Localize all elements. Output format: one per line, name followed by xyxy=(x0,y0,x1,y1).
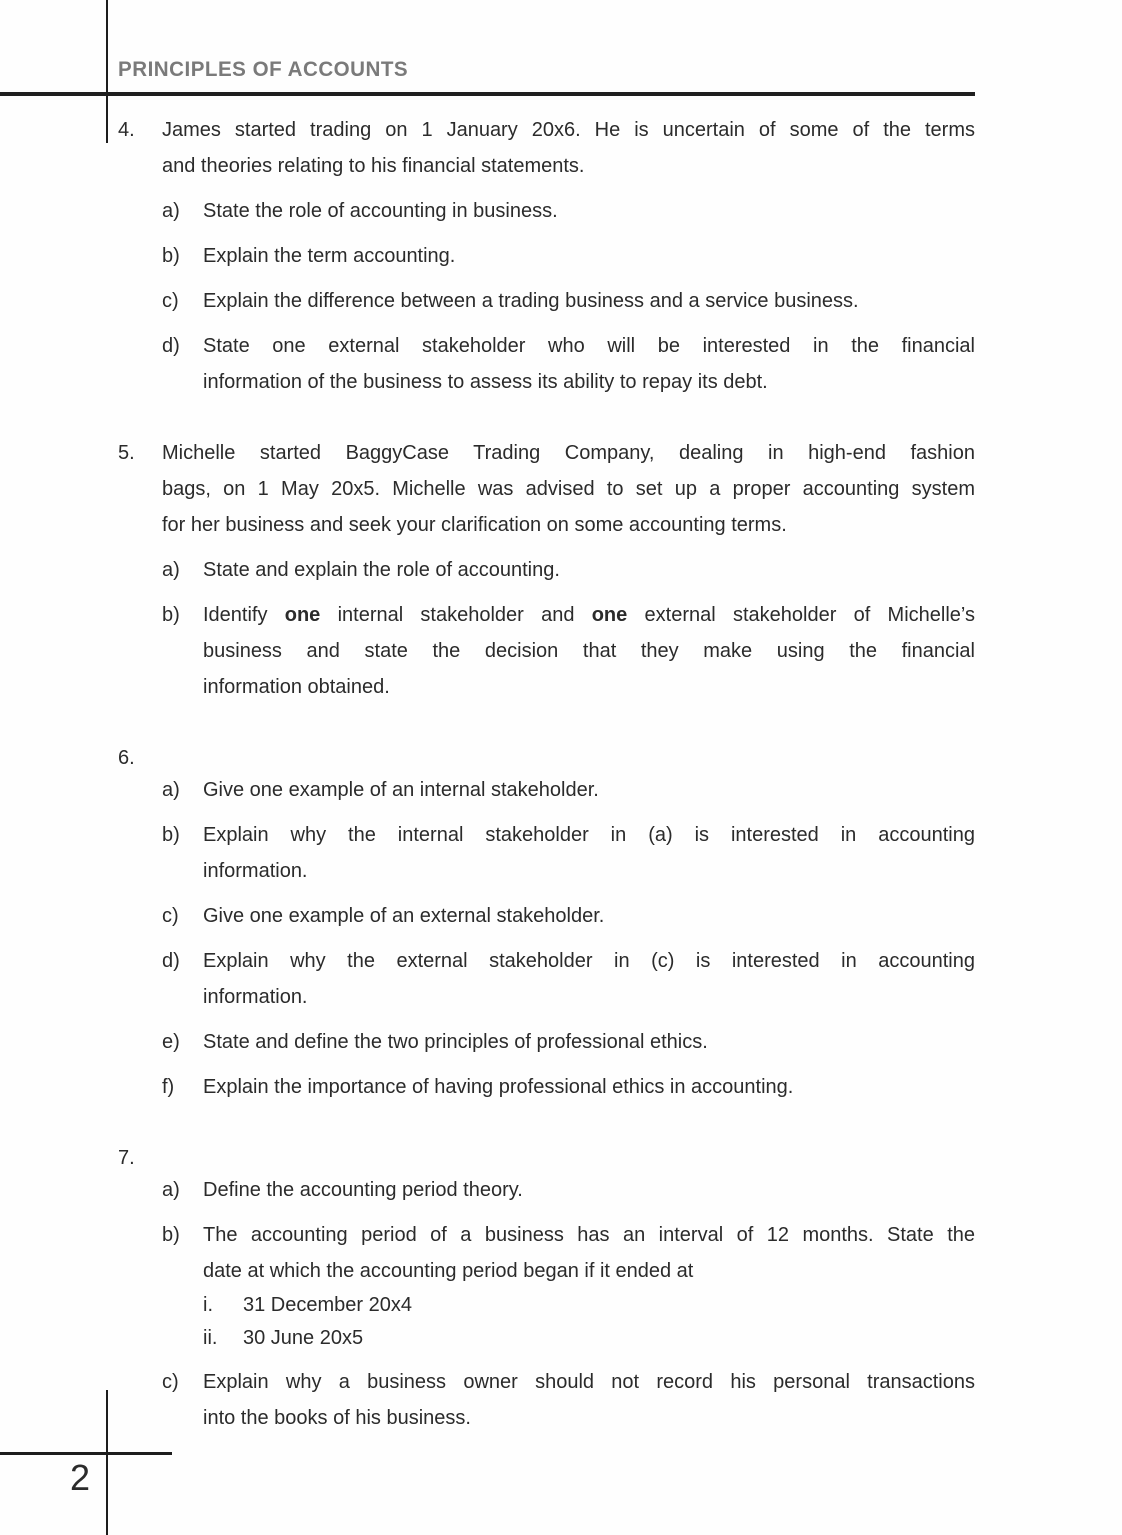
item-label: b) xyxy=(162,245,180,267)
question-item xyxy=(162,817,975,889)
page-number: 2 xyxy=(69,1457,91,1498)
item-text xyxy=(203,1069,975,1105)
item-label: a) xyxy=(162,1179,180,1201)
question-intro xyxy=(162,435,975,543)
item-text xyxy=(203,238,975,274)
item-label: f) xyxy=(162,1076,175,1098)
text-line: into the books of his business. xyxy=(203,1407,471,1429)
question-item xyxy=(162,1024,975,1060)
item-text xyxy=(203,1172,975,1208)
margin-rule-vertical-top xyxy=(106,0,108,143)
question-number: 7. xyxy=(118,1147,135,1169)
text-line: Explain the term accounting. xyxy=(203,245,456,267)
question-intro xyxy=(162,112,975,184)
question-item xyxy=(162,1172,975,1208)
question-number: 5. xyxy=(118,442,135,464)
text-line: Identify one internal stakeholder and one external stakeholder of Michelle’s xyxy=(203,604,975,626)
text-line: State one external stakeholder who will be interested in the financial xyxy=(203,335,975,357)
question-5 xyxy=(118,435,975,705)
text-line: Michelle started BaggyCase Trading Company, dealing in high-end fashion xyxy=(162,442,975,464)
text-line: Give one example of an internal stakeholder. xyxy=(203,779,599,801)
text-line: Explain why the external stakeholder in (c) is interested in accounting xyxy=(203,950,975,972)
page-header-title: PRINCIPLES OF ACCOUNTS xyxy=(118,58,409,81)
text-line: State the role of accounting in business. xyxy=(203,200,558,222)
margin-rule-vertical-bottom xyxy=(106,1390,108,1535)
item-label: c) xyxy=(162,1371,179,1393)
question-body xyxy=(162,435,975,705)
text-line: information of the business to assess its ability to repay its debt. xyxy=(203,371,768,393)
questions-container xyxy=(118,112,975,1436)
roman-item-label: ii. xyxy=(203,1327,218,1349)
text-line: State and define the two principles of professional ethics. xyxy=(203,1031,708,1053)
text-line: information. xyxy=(203,986,308,1008)
text-line: Explain the difference between a trading business and a service business. xyxy=(203,290,859,312)
item-text xyxy=(203,193,975,229)
text-line: State and explain the role of accounting. xyxy=(203,559,560,581)
roman-item-text: 31 December 20x4 xyxy=(243,1294,412,1316)
question-item xyxy=(162,1364,975,1436)
item-label: d) xyxy=(162,335,180,357)
text-line: information. xyxy=(203,860,308,882)
header-rule xyxy=(0,92,975,96)
question-4 xyxy=(118,112,975,400)
text-line: The accounting period of a business has an interval of 12 months. State the xyxy=(203,1224,975,1246)
item-text xyxy=(203,772,975,808)
text-line: date at which the accounting period began if it ended at xyxy=(203,1260,694,1282)
text-line: business and state the decision that they make using the financial xyxy=(203,640,975,662)
text-line: Explain the importance of having professional ethics in accounting. xyxy=(203,1076,794,1098)
text-line: Explain why a business owner should not record his personal transactions xyxy=(203,1371,975,1393)
question-body xyxy=(162,112,975,400)
item-label: e) xyxy=(162,1031,180,1053)
item-label: c) xyxy=(162,290,179,312)
item-text xyxy=(203,898,975,934)
roman-item xyxy=(203,1322,975,1355)
item-text xyxy=(203,552,975,588)
item-label: d) xyxy=(162,950,180,972)
text-line: and theories relating to his financial statements. xyxy=(162,155,585,177)
item-label: b) xyxy=(162,824,180,846)
text-line: for her business and seek your clarification on some accounting terms. xyxy=(162,514,787,536)
question-item xyxy=(162,328,975,400)
text-line: bags, on 1 May 20x5. Michelle was advised to set up a proper accounting system xyxy=(162,478,975,500)
question-number: 6. xyxy=(118,747,135,769)
footer-rule xyxy=(0,1452,172,1455)
item-label: b) xyxy=(162,604,180,626)
text-line: Give one example of an external stakeholder. xyxy=(203,905,605,927)
item-text xyxy=(203,597,975,705)
question-item xyxy=(162,943,975,1015)
roman-item xyxy=(203,1289,975,1322)
question-item xyxy=(162,552,975,588)
question-item xyxy=(162,238,975,274)
question-7 xyxy=(118,1140,975,1436)
question-item xyxy=(162,1069,975,1105)
item-label: a) xyxy=(162,779,180,801)
roman-item-label: i. xyxy=(203,1294,213,1316)
item-label: b) xyxy=(162,1224,180,1246)
item-label: a) xyxy=(162,200,180,222)
text-line: Define the accounting period theory. xyxy=(203,1179,523,1201)
text-line: information obtained. xyxy=(203,676,390,698)
question-number: 4. xyxy=(118,119,135,141)
text-line: James started trading on 1 January 20x6. He is uncertain of some of the terms xyxy=(162,119,975,141)
question-body xyxy=(162,1140,975,1436)
item-text xyxy=(203,283,975,319)
question-item xyxy=(162,898,975,934)
question-item xyxy=(162,193,975,229)
item-text xyxy=(203,328,975,400)
question-item xyxy=(162,597,975,705)
item-text xyxy=(203,943,975,1015)
roman-item-text: 30 June 20x5 xyxy=(243,1327,364,1349)
item-label: a) xyxy=(162,559,180,581)
item-text xyxy=(203,1364,975,1436)
question-body xyxy=(162,740,975,1105)
item-text xyxy=(203,817,975,889)
question-6 xyxy=(118,740,975,1105)
text-line: Explain why the internal stakeholder in (a) is interested in accounting xyxy=(203,824,975,846)
item-text xyxy=(203,1024,975,1060)
item-text xyxy=(203,1217,975,1355)
question-item xyxy=(162,283,975,319)
question-item xyxy=(162,1217,975,1355)
question-item xyxy=(162,772,975,808)
item-label: c) xyxy=(162,905,179,927)
